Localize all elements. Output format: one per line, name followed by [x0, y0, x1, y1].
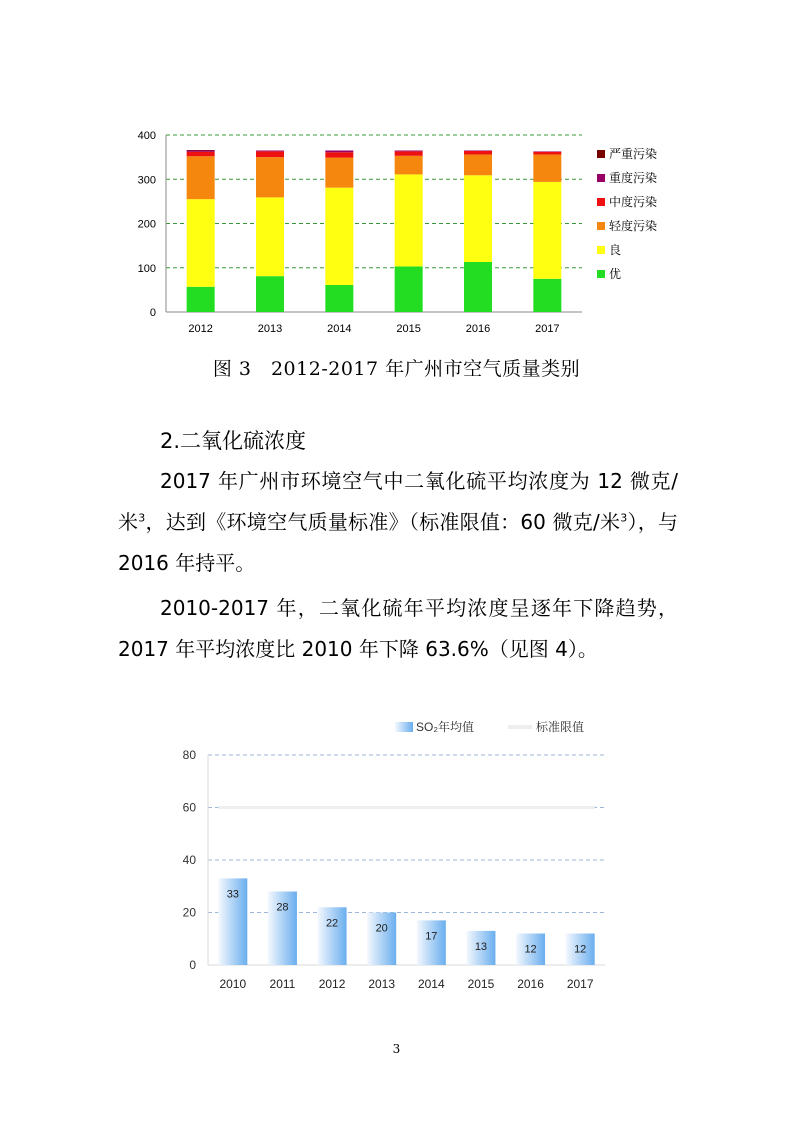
bar-segment [256, 157, 284, 197]
paragraph-1 [118, 461, 678, 584]
bar-segment [395, 150, 423, 151]
paragraph-1-text-a: 2017 年广州市环境空气中二氧化硫平均浓度为 12 微克/米 [118, 469, 678, 534]
x-tick-label: 2011 [269, 977, 296, 991]
legend-label: 优 [609, 267, 622, 281]
bar-segment [325, 188, 353, 285]
paragraph-2-text: 2010-2017 年，二氧化硫年平均浓度呈逐年下降趋势，2017 年平均浓度比 2010 年下降 63.6%（见图 4）。 [118, 596, 678, 661]
bar-segment [464, 175, 492, 262]
bar-segment [325, 150, 353, 152]
paragraph-1-text-b: ，达到《环境空气质量标准》（标准限值：60 微克/米 [145, 510, 621, 534]
bar-segment [533, 154, 561, 181]
x-tick-label: 2016 [517, 977, 544, 991]
bar-segment [395, 174, 423, 266]
x-tick-label: 2015 [396, 323, 421, 335]
superscript-3: 3 [138, 511, 146, 525]
bar-segment [325, 158, 353, 188]
legend-swatch [597, 198, 605, 206]
bar-segment [395, 156, 423, 175]
x-tick-label: 2014 [327, 323, 352, 335]
bar-segment [533, 151, 561, 152]
paragraph-2 [118, 588, 678, 670]
legend-swatch [395, 722, 413, 732]
y-tick-label: 0 [189, 958, 196, 972]
legend-swatch [597, 222, 605, 230]
x-tick-label: 2012 [188, 323, 213, 335]
x-tick-label: 2015 [467, 977, 495, 991]
legend-label: 重度污染 [609, 171, 658, 185]
bar-segment [256, 276, 284, 312]
y-tick-label: 40 [182, 853, 196, 867]
y-tick-label: 20 [182, 905, 196, 920]
y-tick-label: 400 [137, 130, 156, 142]
x-tick-label: 2012 [318, 977, 346, 991]
legend-label: 轻度污染 [609, 219, 658, 233]
bar-segment [533, 152, 561, 155]
y-tick-label: 0 [149, 307, 156, 319]
so2-bar [417, 920, 446, 965]
paragraph-1-text-c: ），与 2016 年持平。 [118, 510, 679, 575]
bar-segment [256, 151, 284, 157]
data-label: 20 [375, 922, 388, 935]
data-label: 13 [474, 940, 488, 953]
bar-segment [187, 199, 215, 287]
y-tick-label: 300 [137, 174, 156, 187]
y-tick-label: 100 [137, 262, 156, 275]
bar-segment [533, 182, 561, 279]
data-label: 17 [425, 930, 438, 943]
bar-segment [395, 266, 423, 312]
bar-segment [187, 150, 215, 151]
legend-swatch [597, 246, 605, 254]
bar-segment [187, 156, 215, 199]
bar-segment [187, 287, 215, 312]
x-tick-label: 2016 [465, 323, 491, 335]
bar-segment [464, 154, 492, 175]
legend-swatch [597, 270, 605, 278]
bar-segment [464, 262, 492, 312]
bar-segment [395, 151, 423, 155]
data-label: 22 [325, 917, 339, 930]
legend-label: 中度污染 [609, 195, 658, 209]
x-tick-label: 2013 [257, 323, 283, 335]
bar-segment [256, 197, 284, 276]
data-label: 12 [574, 943, 587, 956]
legend-swatch [597, 150, 605, 158]
legend-label: 标准限值 [536, 720, 585, 734]
page-number: 3 [392, 1042, 401, 1056]
bar-segment [187, 152, 215, 156]
bar-segment [464, 151, 492, 155]
data-label: 33 [226, 888, 239, 901]
so2-concentration-chart [160, 710, 630, 1000]
section-title: 2.二氧化硫浓度 [160, 429, 307, 453]
bar-segment [187, 150, 215, 151]
bar-segment [256, 150, 284, 151]
x-tick-label: 2017 [535, 323, 560, 335]
x-tick-label: 2014 [417, 977, 445, 991]
air-quality-category-chart [110, 120, 670, 345]
legend-label: 严重污染 [609, 147, 658, 161]
so2-bar [318, 907, 347, 965]
x-tick-label: 2013 [368, 977, 396, 991]
legend-swatch [597, 174, 605, 182]
data-label: 28 [276, 901, 289, 914]
legend-label: 良 [609, 243, 622, 257]
bar-segment [325, 152, 353, 157]
so2-bar [367, 913, 396, 966]
x-tick-label: 2010 [219, 977, 247, 991]
x-tick-label: 2017 [566, 977, 594, 991]
bar-segment [533, 279, 561, 312]
y-tick-label: 80 [182, 748, 196, 762]
data-label: 12 [524, 943, 537, 956]
legend-swatch [508, 725, 532, 729]
bar-segment [464, 150, 492, 151]
legend-label: SO₂年均值 [416, 720, 474, 734]
figure-3-caption: 图 3 2012-2017 年广州市空气质量类别 [212, 358, 581, 380]
y-tick-label: 60 [182, 800, 196, 815]
bar-segment [325, 285, 353, 312]
y-tick-label: 200 [137, 218, 156, 231]
superscript-3: 3 [620, 511, 628, 525]
